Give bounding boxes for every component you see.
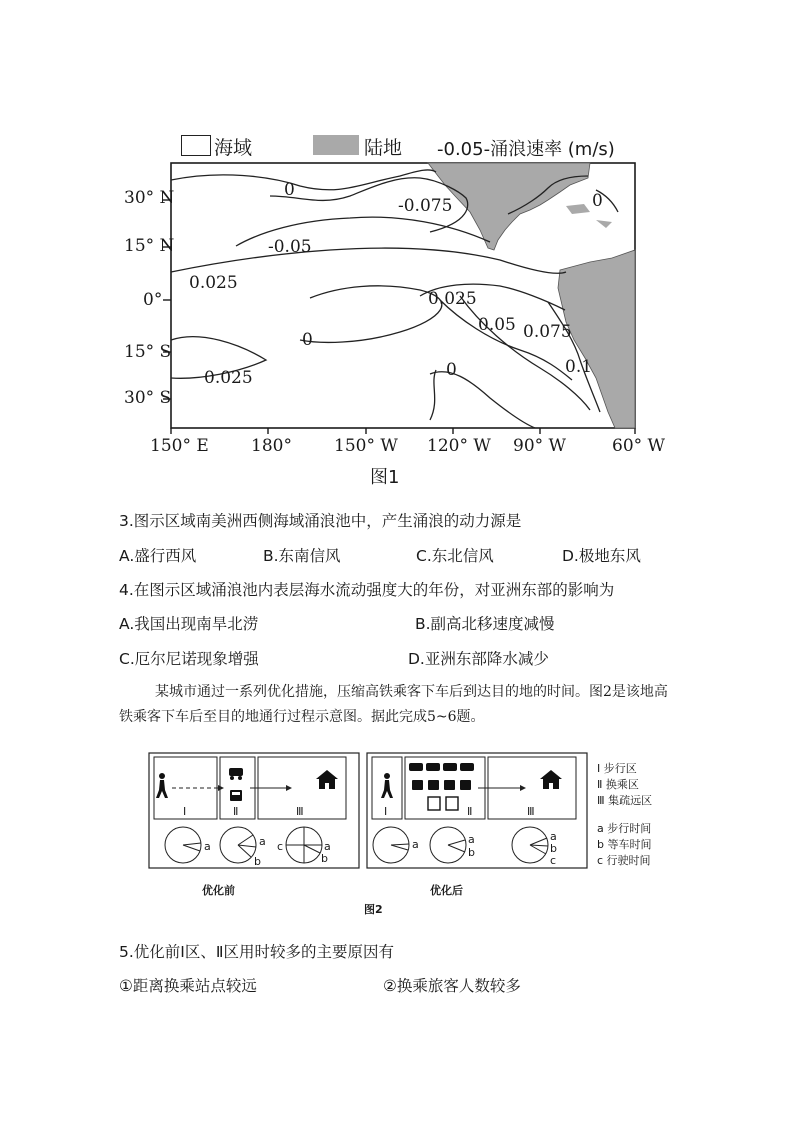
panel-after (367, 753, 587, 868)
figure2-caption: 图2 (364, 903, 383, 916)
svg-text:a: a (468, 833, 475, 846)
contour-label: 0.05 (478, 315, 516, 335)
land-island (566, 204, 590, 214)
figure1 (0, 0, 794, 490)
figure2 (0, 740, 794, 920)
question-5-option: ②换乘旅客人数较多 (383, 977, 521, 995)
legend-sea-label: 海域 (214, 137, 253, 159)
question-4-option: A.我国出现南旱北涝 (119, 615, 259, 633)
lon-tick: 120° W (427, 436, 491, 456)
question-3-option: C.东北信风 (416, 547, 494, 565)
lon-tick: 90° W (513, 436, 567, 456)
section-intro: 某城市通过一系列优化措施，压缩高铁乘客下车后到达目的地的时间。图2是该地高铁乘客下车后至目的地通行过程示意图。据此完成5~6题。 (119, 684, 668, 725)
contour-label: 0.075 (523, 322, 572, 342)
land-island (596, 220, 612, 228)
house-icon (316, 770, 338, 789)
contour-label: 0 (446, 360, 457, 380)
car-icon (229, 768, 243, 780)
panel-before-label: 优化前 (202, 884, 235, 897)
svg-text:Ⅱ: Ⅱ (233, 805, 239, 818)
question-3-stem: 3.图示区域南美洲西侧海域涌浪池中，产生涌浪的动力源是 (119, 512, 522, 530)
svg-text:b: b (321, 852, 328, 865)
fig2-legend-time: a 步行时间 (597, 822, 652, 835)
walker-icon (381, 773, 393, 798)
lat-tick: 0° (143, 290, 163, 310)
svg-text:a: a (204, 840, 211, 853)
lon-tick: 150° E (150, 436, 209, 456)
lon-tick: 60° W (612, 436, 666, 456)
legend-contour-label: -0.05-涌浪速率 (m/s) (437, 139, 615, 160)
question-5-option: ①距离换乘站点较远 (119, 977, 257, 995)
fig2-legend-zone: Ⅲ 集疏远区 (597, 794, 653, 807)
contour-label: 0.025 (189, 273, 238, 293)
contour-label: -0.075 (398, 196, 453, 216)
contour-label: 0 (302, 330, 313, 350)
pie-chart (512, 827, 548, 863)
contour-label: 0 (284, 180, 295, 200)
svg-text:Ⅲ: Ⅲ (527, 805, 535, 818)
question-4-option: D.亚洲东部降水减少 (408, 650, 549, 668)
bus-icon (230, 790, 242, 801)
contour-label: 0.1 (565, 357, 593, 377)
svg-text:b: b (468, 846, 475, 859)
question-5-stem: 5.优化前Ⅰ区、Ⅱ区用时较多的主要原因有 (119, 943, 394, 961)
svg-text:c: c (277, 840, 284, 853)
figure1-caption: 图1 (370, 467, 400, 488)
contour-label: 0.025 (428, 289, 477, 309)
svg-text:b: b (550, 842, 557, 855)
lon-tick: 180° (251, 436, 292, 456)
svg-text:a: a (550, 830, 557, 843)
svg-text:Ⅲ: Ⅲ (296, 805, 304, 818)
question-3-option: D.极地东风 (562, 547, 641, 565)
car-icon (409, 763, 474, 771)
lon-tick-marks (171, 428, 635, 434)
question-4-stem: 4.在图示区域涌浪池内表层海水流动强度大的年份，对亚洲东部的影响为 (119, 581, 615, 599)
bus-icon (428, 797, 458, 810)
swell-map (0, 0, 794, 490)
lat-tick: 30° S (124, 388, 172, 408)
svg-text:a: a (412, 838, 419, 851)
svg-text:a: a (324, 840, 331, 853)
pie-chart (165, 827, 201, 863)
lat-tick-marks (163, 200, 171, 399)
fig2-legend-time: b 等车时间 (597, 838, 652, 851)
panel-after-label: 优化后 (430, 884, 463, 897)
lon-tick: 150° W (334, 436, 398, 456)
fig2-legend-zone: Ⅱ 换乘区 (597, 778, 639, 791)
pie-chart (373, 827, 409, 863)
walker-icon (156, 773, 168, 798)
pie-chart (220, 827, 256, 863)
pie-chart (430, 827, 466, 863)
lat-tick: 15° S (124, 342, 172, 362)
fig2-legend-time: c 行驶时间 (597, 854, 651, 867)
question-3-option: B.东南信风 (263, 547, 341, 565)
lat-tick: 30° N (124, 188, 175, 208)
bus-icon (412, 780, 471, 790)
contour-label: 0.025 (204, 368, 253, 388)
question-3-option: A.盛行西风 (119, 547, 197, 565)
fig2-legend-zone: Ⅰ 步行区 (597, 762, 637, 775)
question-4-option: C.厄尔尼诺现象增强 (119, 650, 259, 668)
lat-tick: 15° N (124, 236, 175, 256)
pie-chart (286, 827, 322, 863)
svg-text:c: c (550, 854, 557, 867)
svg-text:Ⅰ: Ⅰ (384, 805, 388, 818)
svg-text:Ⅰ: Ⅰ (183, 805, 187, 818)
legend-land-label: 陆地 (364, 137, 403, 159)
svg-text:b: b (254, 855, 261, 868)
contour-label: -0.05 (268, 237, 312, 257)
question-4-option: B.副高北移速度减慢 (415, 615, 555, 633)
house-icon (540, 770, 562, 789)
svg-text:a: a (259, 835, 266, 848)
svg-text:Ⅱ: Ⅱ (467, 805, 473, 818)
contour-lines (171, 170, 618, 428)
panel-before (149, 753, 359, 868)
contour-label: 0 (592, 191, 603, 211)
